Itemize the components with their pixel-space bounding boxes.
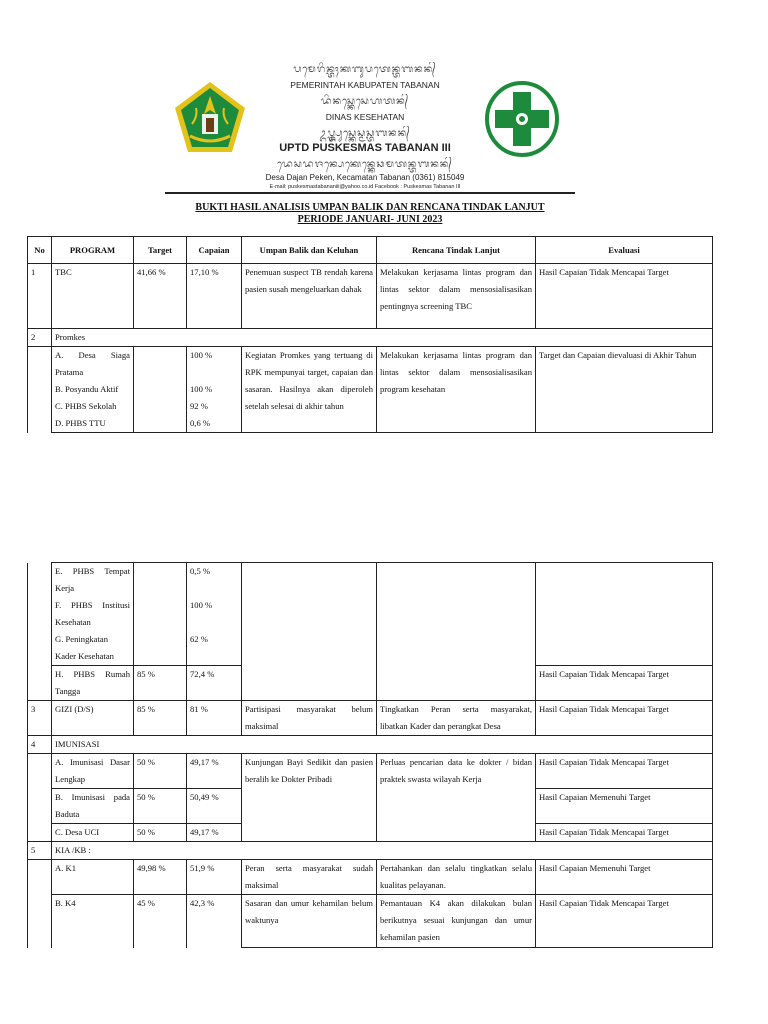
evaluation-table-part2 [27,562,713,948]
cell-evaluasi: Hasil Capaian Tidak Mencapai Target [536,666,713,701]
table-row [28,701,713,736]
cell-program-section: IMUNISASI [52,736,713,754]
cell-capaian: 51,9 % [187,860,242,895]
table-row [28,329,713,347]
cell-capaian [187,563,242,666]
cell-target: 41,66 % [134,264,187,329]
cell-capaian [187,347,242,433]
table-header-row [28,237,713,264]
cell-evaluasi: Hasil Capaian Tidak Mencapai Target [536,264,713,329]
cell-evaluasi: Hasil Capaian Memenuhi Target [536,789,713,824]
table-row [28,563,713,666]
cell-program: C. Desa UCI [52,824,134,842]
header-no: No [28,237,52,264]
cell-evaluasi: Hasil Capaian Tidak Mencapai Target [536,754,713,789]
cell-rencana: Melakukan kerjasama lintas program dan lintas sektor dalam mensosialisasikan pentingnya screening TBC [377,264,536,329]
cell-program: B. Imunisasi pada Baduta [52,789,134,824]
header-evaluasi: Evaluasi [536,237,713,264]
list-item: 62 % [190,634,208,644]
cell-umpan-balik: Penemuan suspect TB rendah karena pasien susah mengeluarkan dahak [242,264,377,329]
list-item: 100 % [190,350,213,360]
cell-program: A. K1 [52,860,134,895]
cell-no: 2 [28,329,52,347]
cell-no: 4 [28,736,52,754]
list-item: 0,5 % [190,566,211,576]
balinese-script-line: ᬧᬫᬾᬭᬶᬦ᭄ᬢᬄᬓᬩᬸᬧᬢᬾᬦ᭄ᬢᬩᬦᬦ᭄ [293,64,437,75]
cell-empty [28,563,52,701]
table-row [28,842,713,860]
cell-evaluasi: Hasil Capaian Tidak Mencapai Target [536,895,713,948]
cell-umpan-balik: Kunjungan Bayi Sedikit dan pasien beralih ke Dokter Pribadi [242,754,377,842]
cell-rencana: Melakukan kerjasama lintas program dan lintas sektor dalam mensosialisasikan program kesehatan [377,347,536,433]
list-item: 92 % [190,401,208,411]
list-item: 100 % [190,600,213,610]
cell-target: 50 % [134,824,187,842]
cell-target: 45 % [134,895,187,948]
cell-no: 3 [28,701,52,736]
contact-info: E-mail: puskesmastabananiii@yahoo.co.id Facebook : Puskesmas Tabanan III [269,184,461,190]
table-row [28,347,713,433]
cell-program-section: KIA /KB : [52,842,713,860]
table-row [28,754,713,789]
document-title: BUKTI HASIL ANALISIS UMPAN BALIK DAN RENCANA TINDAK LANJUT [195,202,545,213]
header-target: Target [134,237,187,264]
cell-program: B. K4 [52,895,134,948]
balinese-script-line: ᬤᬾᬲᬤᬚᬦ᭄ᬧᬾᬓᬾᬦ᭄ᬓᬾᬘᬫᬢᬦ᭄ᬢᬩᬦᬦ᭄ [277,159,453,170]
table-row [28,264,713,329]
cell-empty [28,347,52,433]
cell-umpan-balik: Peran serta masyarakat sudah maksimal [242,860,377,895]
table-row [28,860,713,895]
cell-capaian: 72,4 % [187,666,242,701]
cell-target: 50 % [134,754,187,789]
header-divider [165,192,575,194]
cell-evaluasi: Hasil Capaian Memenuhi Target [536,860,713,895]
header-program: PROGRAM [52,237,134,264]
address: Desa Dajan Peken, Kecamatan Tabanan (0361) 815049 [265,173,465,182]
cell-capaian: 81 % [187,701,242,736]
cell-umpan-balik: Sasaran dan umur kehamilan belum waktunya [242,895,377,948]
cell-evaluasi: Hasil Capaian Tidak Mencapai Target [536,701,713,736]
cell-evaluasi [536,563,713,666]
cell-evaluasi: Hasil Capaian Tidak Mencapai Target [536,824,713,842]
cell-rencana: Tingkatkan Peran serta masyarakat, libatkan Kader dan perangkat Desa [377,701,536,736]
cell-capaian: 50,49 % [187,789,242,824]
cell-rencana: Pemantauan K4 akan dilakukan bulan berikutnya sesuai kunjungan dan umur kehamilan pasien [377,895,536,948]
cell-capaian: 17,10 % [187,264,242,329]
cell-program: TBC [52,264,134,329]
cell-rencana: Pertahankan dan selalu tingkatkan selalu kualitas pelayanan. [377,860,536,895]
unit-name: UPTD PUSKESMAS TABANAN III [279,142,451,154]
cell-target: 49,98 % [134,860,187,895]
cell-umpan-balik: Partisipasi masyarakat belum maksimal [242,701,377,736]
cell-program: H. PHBS Rumah Tangga [52,666,134,701]
header-rencana: Rencana Tindak Lanjut [377,237,536,264]
cell-capaian: 49,17 % [187,754,242,789]
department-name: DINAS KESEHATAN [325,112,405,122]
document-period: PERIODE JANUARI- JUNI 2023 [297,214,443,225]
government-name: PEMERINTAH KABUPATEN TABANAN [290,80,440,90]
balinese-script-line: ᬉᬧ᭄ᬢ᭄ᬤ᭄ᬧᬸᬲ᭄ᬓᬾᬲ᭄ᬫᬲ᭄ᬢᬩᬦᬦ᭄ [319,128,411,139]
cell-target [134,347,187,433]
cell-evaluasi: Target dan Capaian dievaluasi di Akhir Tahun [536,347,713,433]
list-item: A. Desa Siaga Pratama [55,350,130,377]
cell-capaian: 49,17 % [187,824,242,842]
list-item: 100 % [190,384,213,394]
cell-program: A. Imunisasi Dasar Lengkap [52,754,134,789]
cell-program-items [52,347,134,433]
cell-rencana: Perluas pencarian data ke dokter / bidan praktek swasta wilayah Kerja [377,754,536,842]
cell-capaian: 42,3 % [187,895,242,948]
cell-program: GIZI (D/S) [52,701,134,736]
cell-target: 85 % [134,666,187,701]
list-item: E. PHBS Tempat Kerja [55,566,130,593]
cell-target: 85 % [134,701,187,736]
list-item: C. PHBS Sekolah [55,401,117,411]
list-item: B. Posyandu Aktif [55,384,119,394]
balinese-script-line: ᬤᬶᬦᬲ᭄ᬓᬾᬲᬾᬳᬢᬦ᭄ [320,96,410,107]
header-umpan-balik: Umpan Balik dan Keluhan [242,237,377,264]
cell-rencana [377,563,536,701]
cell-program-section: Promkes [52,329,713,347]
cell-target [134,563,187,666]
table-row [28,895,713,948]
evaluation-table-part1 [27,236,713,433]
puskesmas-cross-logo [484,80,560,158]
table-row [28,736,713,754]
cell-empty [28,754,52,842]
list-item: 0,6 % [190,418,211,428]
header-capaian: Capaian [187,237,242,264]
cell-no: 5 [28,842,52,860]
cell-umpan-balik: Kegiatan Promkes yang tertuang di RPK mempunyai target, capaian dan sasaran. Hasilnya akan diperoleh setelah selesai di akhir tahun [242,347,377,433]
cell-umpan-balik [242,563,377,701]
list-item: D. PHBS TTU [55,418,106,428]
cell-empty [28,860,52,948]
list-item: F. PHBS Institusi Kesehatan [55,600,130,627]
list-item: G. Peningkatan Kader Kesehatan [55,634,114,661]
cell-program-items [52,563,134,666]
cell-target: 50 % [134,789,187,824]
tabanan-regency-logo [172,80,248,156]
cell-no: 1 [28,264,52,329]
